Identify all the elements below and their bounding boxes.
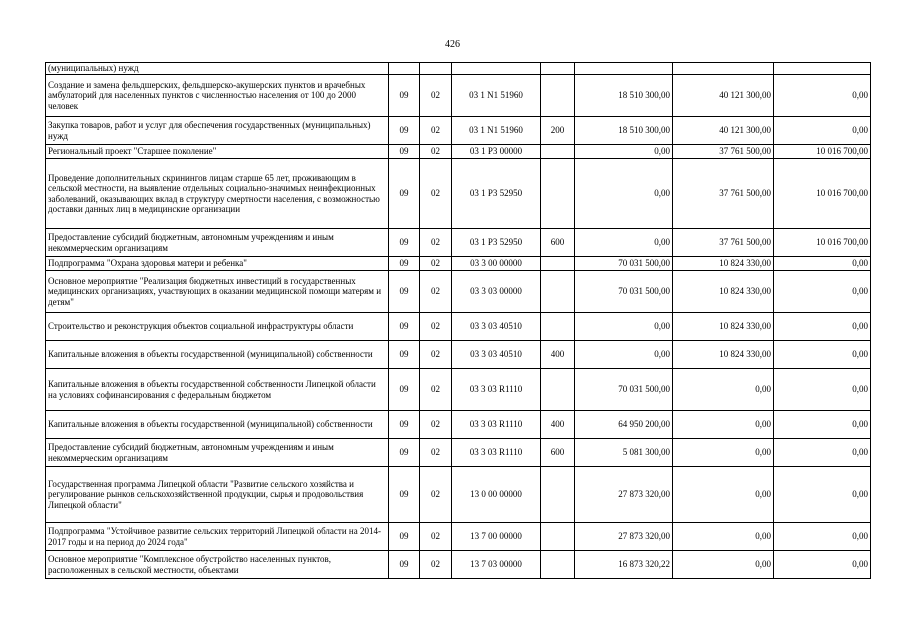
cell-section: 09 (389, 117, 420, 145)
cell-amount-1: 70 031 500,00 (575, 257, 673, 271)
cell-target-article: 03 1 N1 51960 (452, 75, 541, 117)
cell-amount-2: 37 761 500,00 (673, 159, 774, 229)
cell-item-name: Проведение дополнительных скринингов лицам старше 65 лет, проживающим в сельской местности, на выявление отдельных социально-значимых неинфекционных заболеваний, оказывающих вклад в структуру смертности населения, с возможностью доставки данных лиц в медицинские организации (46, 159, 389, 229)
cell-section: 09 (389, 411, 420, 439)
table-row (46, 75, 871, 117)
cell-target-article: 03 1 P3 00000 (452, 145, 541, 159)
cell-subsection: 02 (420, 411, 452, 439)
cell-amount-2: 0,00 (673, 551, 774, 579)
cell-section: 09 (389, 145, 420, 159)
cell-section: 09 (389, 369, 420, 411)
cell-subsection: 02 (420, 145, 452, 159)
table-row (46, 369, 871, 411)
cell-amount-3: 0,00 (774, 411, 871, 439)
cell-item-name: Основное мероприятие "Реализация бюджетных инвестиций в государственных медицинских организациях, участвующих в оказании медицинской помощи матерям и детям" (46, 271, 389, 313)
cell-section (389, 63, 420, 75)
table-row (46, 271, 871, 313)
cell-amount-1: 18 510 300,00 (575, 117, 673, 145)
cell-target-article: 03 3 03 R1110 (452, 411, 541, 439)
cell-expense-type (541, 369, 575, 411)
cell-subsection: 02 (420, 439, 452, 467)
cell-section: 09 (389, 229, 420, 257)
cell-amount-1: 70 031 500,00 (575, 369, 673, 411)
cell-amount-2: 40 121 300,00 (673, 75, 774, 117)
cell-amount-3: 0,00 (774, 117, 871, 145)
cell-amount-2: 10 824 330,00 (673, 313, 774, 341)
cell-subsection: 02 (420, 257, 452, 271)
cell-section: 09 (389, 551, 420, 579)
cell-amount-3: 0,00 (774, 257, 871, 271)
budget-table (45, 62, 871, 579)
cell-expense-type (541, 159, 575, 229)
cell-expense-type: 600 (541, 439, 575, 467)
cell-amount-3: 0,00 (774, 551, 871, 579)
cell-target-article: 13 7 00 00000 (452, 523, 541, 551)
cell-amount-1 (575, 63, 673, 75)
cell-amount-1: 0,00 (575, 145, 673, 159)
cell-item-name: (муниципальных) нужд (46, 63, 389, 75)
cell-item-name: Строительство и реконструкция объектов социальной инфраструктуры области (46, 313, 389, 341)
cell-amount-2: 37 761 500,00 (673, 145, 774, 159)
budget-table-body (46, 63, 871, 579)
cell-amount-2: 0,00 (673, 369, 774, 411)
cell-amount-2: 0,00 (673, 467, 774, 523)
cell-section: 09 (389, 257, 420, 271)
cell-subsection: 02 (420, 271, 452, 313)
cell-expense-type: 400 (541, 411, 575, 439)
cell-amount-2: 37 761 500,00 (673, 229, 774, 257)
cell-amount-3: 0,00 (774, 369, 871, 411)
cell-expense-type (541, 551, 575, 579)
cell-target-article: 03 3 03 40510 (452, 341, 541, 369)
cell-item-name: Предоставление субсидий бюджетным, автономным учреждениям и иным некоммерческим организациям (46, 229, 389, 257)
cell-expense-type: 400 (541, 341, 575, 369)
cell-expense-type (541, 75, 575, 117)
cell-item-name: Капитальные вложения в объекты государственной (муниципальной) собственности (46, 411, 389, 439)
cell-expense-type (541, 63, 575, 75)
cell-amount-2 (673, 63, 774, 75)
table-row (46, 117, 871, 145)
table-row (46, 229, 871, 257)
cell-amount-3: 0,00 (774, 75, 871, 117)
cell-amount-2: 10 824 330,00 (673, 341, 774, 369)
table-row (46, 63, 871, 75)
cell-amount-2: 0,00 (673, 523, 774, 551)
cell-amount-3 (774, 63, 871, 75)
cell-amount-3: 0,00 (774, 439, 871, 467)
cell-section: 09 (389, 75, 420, 117)
cell-amount-3: 0,00 (774, 313, 871, 341)
cell-section: 09 (389, 439, 420, 467)
table-row (46, 439, 871, 467)
cell-subsection: 02 (420, 229, 452, 257)
cell-target-article: 13 0 00 00000 (452, 467, 541, 523)
cell-amount-1: 64 950 200,00 (575, 411, 673, 439)
cell-target-article: 03 1 P3 52950 (452, 229, 541, 257)
cell-amount-1: 16 873 320,22 (575, 551, 673, 579)
cell-item-name: Региональный проект "Старшее поколение" (46, 145, 389, 159)
cell-section: 09 (389, 341, 420, 369)
cell-amount-1: 0,00 (575, 341, 673, 369)
table-row (46, 467, 871, 523)
cell-target-article: 03 3 03 40510 (452, 313, 541, 341)
cell-amount-3: 10 016 700,00 (774, 229, 871, 257)
cell-target-article: 03 3 03 00000 (452, 271, 541, 313)
table-row (46, 159, 871, 229)
cell-item-name: Предоставление субсидий бюджетным, автономным учреждениям и иным некоммерческим организациям (46, 439, 389, 467)
cell-amount-2: 0,00 (673, 411, 774, 439)
table-row (46, 257, 871, 271)
cell-target-article: 03 1 P3 52950 (452, 159, 541, 229)
cell-item-name: Создание и замена фельдшерских, фельдшерско-акушерских пунктов и врачебных амбулаторий для населенных пунктов с численностью населения от 100 до 2000 человек (46, 75, 389, 117)
cell-expense-type: 200 (541, 117, 575, 145)
cell-expense-type (541, 467, 575, 523)
cell-subsection: 02 (420, 117, 452, 145)
cell-amount-2: 10 824 330,00 (673, 271, 774, 313)
cell-target-article: 03 3 00 00000 (452, 257, 541, 271)
cell-amount-2: 0,00 (673, 439, 774, 467)
cell-subsection: 02 (420, 523, 452, 551)
cell-subsection: 02 (420, 467, 452, 523)
cell-target-article: 03 1 N1 51960 (452, 117, 541, 145)
cell-item-name: Капитальные вложения в объекты государственной собственности Липецкой области на условиях софинансирования с федеральным бюджетом (46, 369, 389, 411)
table-row (46, 523, 871, 551)
page-number: 426 (445, 39, 460, 50)
cell-amount-3: 10 016 700,00 (774, 145, 871, 159)
cell-subsection: 02 (420, 551, 452, 579)
cell-section: 09 (389, 159, 420, 229)
cell-item-name: Закупка товаров, работ и услуг для обеспечения государственных (муниципальных) нужд (46, 117, 389, 145)
cell-item-name: Подпрограмма "Охрана здоровья матери и ребенка" (46, 257, 389, 271)
cell-amount-1: 0,00 (575, 159, 673, 229)
cell-section: 09 (389, 313, 420, 341)
cell-amount-2: 10 824 330,00 (673, 257, 774, 271)
cell-amount-2: 40 121 300,00 (673, 117, 774, 145)
cell-expense-type (541, 257, 575, 271)
table-row (46, 411, 871, 439)
cell-expense-type (541, 523, 575, 551)
cell-expense-type (541, 271, 575, 313)
cell-subsection: 02 (420, 341, 452, 369)
cell-target-article: 03 3 03 R1110 (452, 439, 541, 467)
cell-item-name: Основное мероприятие "Комплексное обустройство населенных пунктов, расположенных в сельской местности, объектами (46, 551, 389, 579)
cell-amount-3: 0,00 (774, 467, 871, 523)
table-row (46, 341, 871, 369)
cell-amount-1: 27 873 320,00 (575, 523, 673, 551)
cell-item-name: Капитальные вложения в объекты государственной (муниципальной) собственности (46, 341, 389, 369)
table-row (46, 551, 871, 579)
cell-target-article (452, 63, 541, 75)
cell-item-name: Государственная программа Липецкой области "Развитие сельского хозяйства и регулирование рынков сельскохозяйственной продукции, сырья и продовольствия Липецкой области" (46, 467, 389, 523)
table-row (46, 145, 871, 159)
cell-amount-3: 0,00 (774, 341, 871, 369)
cell-subsection: 02 (420, 369, 452, 411)
cell-section: 09 (389, 523, 420, 551)
cell-amount-1: 70 031 500,00 (575, 271, 673, 313)
cell-expense-type: 600 (541, 229, 575, 257)
cell-amount-1: 0,00 (575, 229, 673, 257)
cell-section: 09 (389, 467, 420, 523)
cell-amount-1: 5 081 300,00 (575, 439, 673, 467)
cell-amount-3: 10 016 700,00 (774, 159, 871, 229)
cell-amount-1: 18 510 300,00 (575, 75, 673, 117)
cell-expense-type (541, 313, 575, 341)
table-row (46, 313, 871, 341)
cell-subsection: 02 (420, 75, 452, 117)
cell-amount-3: 0,00 (774, 271, 871, 313)
cell-expense-type (541, 145, 575, 159)
cell-target-article: 03 3 03 R1110 (452, 369, 541, 411)
cell-amount-1: 0,00 (575, 313, 673, 341)
cell-amount-3: 0,00 (774, 523, 871, 551)
cell-subsection: 02 (420, 159, 452, 229)
cell-subsection (420, 63, 452, 75)
cell-section: 09 (389, 271, 420, 313)
cell-target-article: 13 7 03 00000 (452, 551, 541, 579)
cell-item-name: Подпрограмма "Устойчивое развитие сельских территорий Липецкой области на 2014-2017 годы и на период до 2024 года" (46, 523, 389, 551)
cell-amount-1: 27 873 320,00 (575, 467, 673, 523)
cell-subsection: 02 (420, 313, 452, 341)
